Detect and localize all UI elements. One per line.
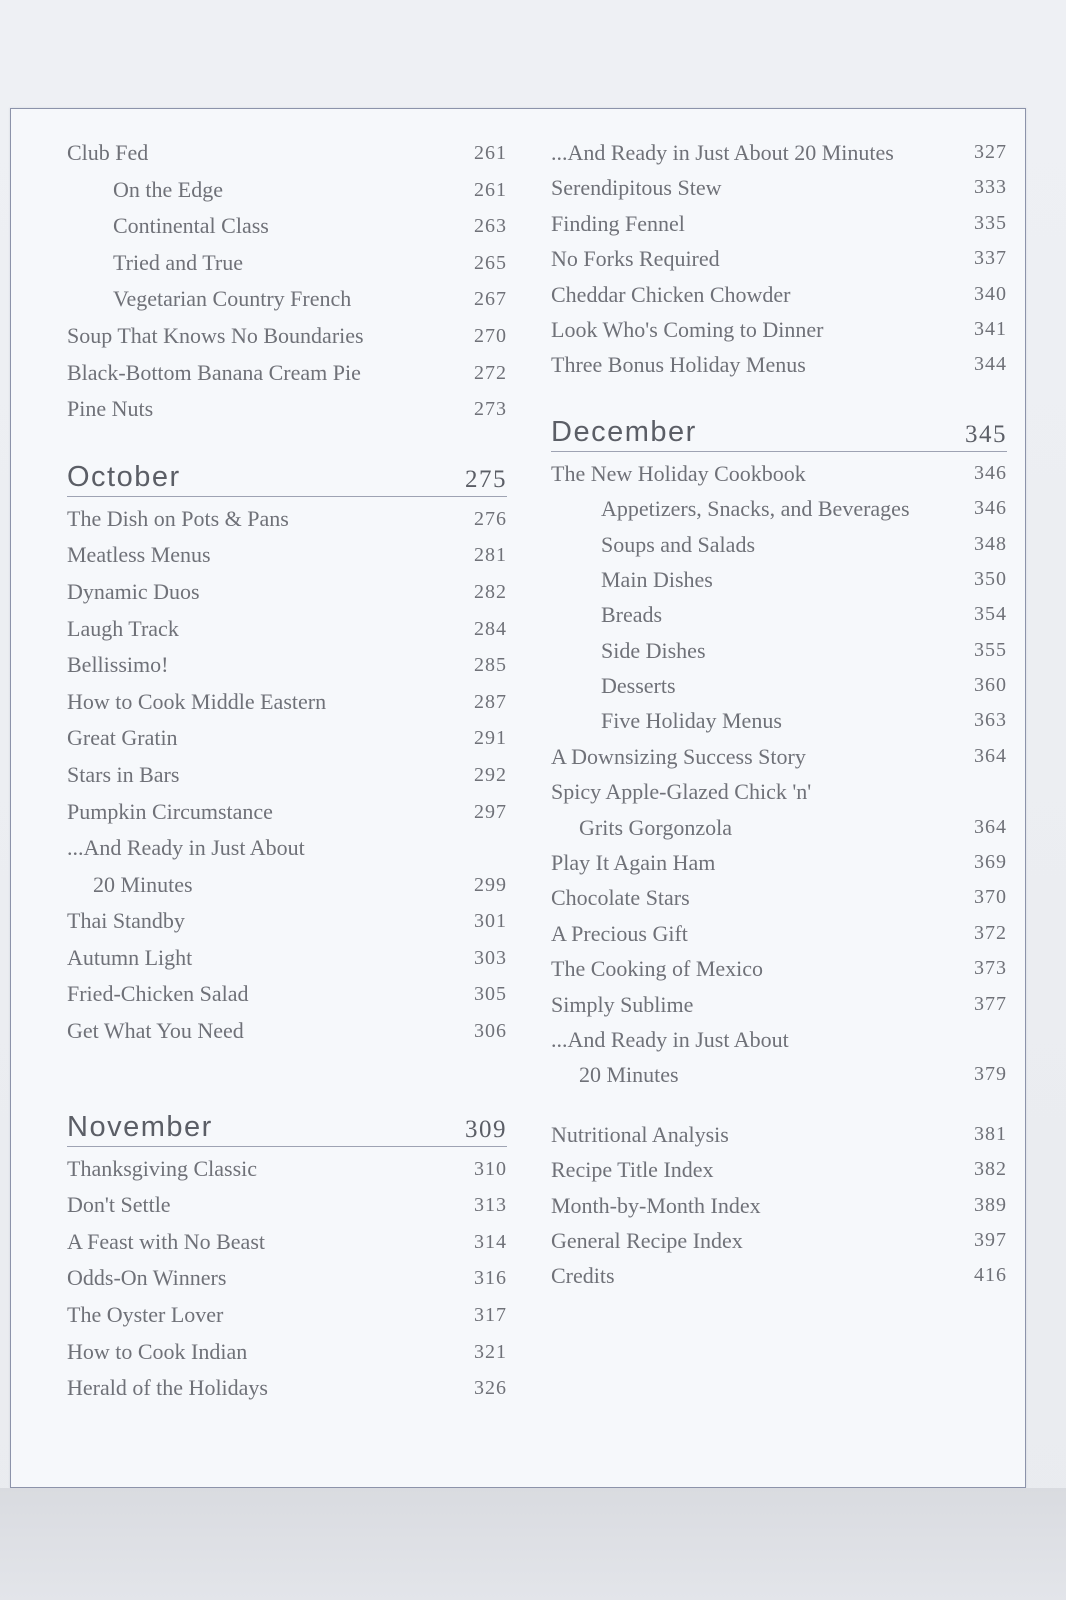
toc-entry xyxy=(67,281,507,318)
entry-page: 270 xyxy=(474,324,507,347)
entry-title: Great Gratin xyxy=(67,725,178,751)
toc-entry xyxy=(67,940,507,977)
entry-page: 291 xyxy=(474,727,507,750)
toc-entry xyxy=(551,1258,1007,1293)
toc-entry xyxy=(67,391,507,428)
entry-page: 377 xyxy=(974,992,1007,1015)
october-list xyxy=(67,501,507,1050)
entry-page: 276 xyxy=(474,507,507,530)
entry-page: 372 xyxy=(974,921,1007,944)
december-list xyxy=(551,456,1007,1093)
back-matter-list xyxy=(551,1117,1007,1294)
toc-entry xyxy=(551,1188,1007,1223)
entry-title: Odds-On Winners xyxy=(67,1265,227,1291)
entry-title: Vegetarian Country French xyxy=(113,286,352,312)
toc-entry xyxy=(67,355,507,392)
toc-entry xyxy=(551,562,1007,597)
entry-page: 314 xyxy=(474,1230,507,1253)
entry-page: 354 xyxy=(974,603,1007,626)
entry-page: 326 xyxy=(474,1377,507,1400)
toc-entry xyxy=(551,668,1007,703)
entry-page: 299 xyxy=(474,873,507,896)
entry-page: 350 xyxy=(974,567,1007,590)
entry-page: 389 xyxy=(974,1193,1007,1216)
background-shadow xyxy=(0,1488,1066,1600)
entry-page: 316 xyxy=(474,1267,507,1290)
entry-title: The Oyster Lover xyxy=(67,1302,224,1328)
entry-title: Three Bonus Holiday Menus xyxy=(551,352,806,378)
toc-entry xyxy=(67,794,507,831)
toc-entry xyxy=(551,456,1007,491)
toc-entry xyxy=(551,1022,1007,1057)
toc-entry xyxy=(551,951,1007,986)
entry-title: Bellissimo! xyxy=(67,652,169,678)
toc-entry xyxy=(551,347,1007,382)
toc-entry xyxy=(551,880,1007,915)
entry-title: Chocolate Stars xyxy=(551,885,690,911)
section-page: 309 xyxy=(465,1115,507,1143)
entry-title: Stars in Bars xyxy=(67,761,180,787)
entry-title: Don't Settle xyxy=(67,1192,171,1218)
toc-entry xyxy=(551,312,1007,347)
toc-entry xyxy=(551,491,1007,526)
toc-entry xyxy=(551,135,1007,170)
entry-title: Look Who's Coming to Dinner xyxy=(551,316,824,342)
toc-entry xyxy=(551,1223,1007,1258)
toc-entry xyxy=(551,1117,1007,1152)
toc-entry xyxy=(67,501,507,538)
toc-entry xyxy=(67,611,507,648)
toc-entry xyxy=(551,527,1007,562)
entry-title: Pine Nuts xyxy=(67,396,154,422)
entry-title: Finding Fennel xyxy=(551,210,685,236)
entry-title: Fried-Chicken Salad xyxy=(67,981,249,1007)
section-page: 275 xyxy=(465,465,507,493)
entry-page: 373 xyxy=(974,957,1007,980)
toc-entry xyxy=(551,241,1007,276)
entry-page: 360 xyxy=(974,674,1007,697)
entry-title: General Recipe Index xyxy=(551,1227,743,1253)
toc-entry xyxy=(67,720,507,757)
entry-page: 281 xyxy=(474,544,507,567)
section-page: 345 xyxy=(965,420,1007,448)
entry-page: 267 xyxy=(474,288,507,311)
toc-entry xyxy=(67,1187,507,1224)
entry-title: Play It Again Ham xyxy=(551,850,716,876)
toc-entry xyxy=(551,597,1007,632)
toc-entry xyxy=(67,903,507,940)
entry-title: Spicy Apple-Glazed Chick 'n' xyxy=(551,779,812,805)
toc-entry xyxy=(551,916,1007,951)
entry-page: 346 xyxy=(974,497,1007,520)
section-heading-october xyxy=(67,452,507,497)
toc-entry xyxy=(67,537,507,574)
toc-entry xyxy=(551,987,1007,1022)
entry-page: 364 xyxy=(974,815,1007,838)
entry-page: 297 xyxy=(474,800,507,823)
toc-entry xyxy=(67,172,507,209)
toc-entry xyxy=(67,208,507,245)
entry-page: 370 xyxy=(974,886,1007,909)
entry-title: Tried and True xyxy=(113,249,243,275)
left-intro-list xyxy=(67,135,507,428)
entry-page: 364 xyxy=(974,744,1007,767)
entry-title: ...And Ready in Just About 20 Minutes xyxy=(551,140,894,165)
entry-page: 306 xyxy=(474,1020,507,1043)
entry-title: ...And Ready in Just About xyxy=(67,835,305,861)
toc-entry xyxy=(551,1152,1007,1187)
entry-title: Serendipitous Stew xyxy=(551,175,722,201)
entry-page: 310 xyxy=(474,1157,507,1180)
entry-title: Black-Bottom Banana Cream Pie xyxy=(67,359,361,385)
entry-title: Five Holiday Menus xyxy=(601,708,782,734)
left-column xyxy=(67,135,507,1407)
entry-page: 382 xyxy=(974,1158,1007,1181)
section-title: October xyxy=(67,460,181,493)
toc-entry xyxy=(551,845,1007,880)
toc-entry xyxy=(551,703,1007,738)
toc-entry xyxy=(551,739,1007,774)
entry-title: Get What You Need xyxy=(67,1018,244,1044)
entry-page: 261 xyxy=(474,142,507,164)
entry-title: The Cooking of Mexico xyxy=(551,956,764,982)
toc-entry xyxy=(67,1013,507,1050)
entry-page: 263 xyxy=(474,215,507,238)
entry-page: 261 xyxy=(474,178,507,201)
entry-page: 348 xyxy=(974,532,1007,555)
entry-title: Club Fed xyxy=(67,140,149,165)
entry-title: The New Holiday Cookbook xyxy=(551,460,806,486)
entry-title: Meatless Menus xyxy=(67,542,211,568)
toc-entry xyxy=(67,245,507,282)
entry-page: 305 xyxy=(474,983,507,1006)
entry-title: Laugh Track xyxy=(67,615,179,641)
toc-entry xyxy=(67,135,507,172)
entry-page: 333 xyxy=(974,176,1007,199)
toc-entry xyxy=(551,206,1007,241)
entry-page: 397 xyxy=(974,1228,1007,1251)
entry-title: Desserts xyxy=(601,673,676,699)
entry-title: Appetizers, Snacks, and Beverages xyxy=(601,496,910,522)
november-list xyxy=(67,1151,507,1407)
entry-title: Side Dishes xyxy=(601,637,706,663)
entry-title: How to Cook Indian xyxy=(67,1338,248,1364)
entry-page: 284 xyxy=(474,617,507,640)
toc-entry xyxy=(67,1370,507,1407)
entry-page: 273 xyxy=(474,398,507,421)
entry-page: 272 xyxy=(474,361,507,384)
entry-page: 363 xyxy=(974,709,1007,732)
section-heading-november xyxy=(67,1102,507,1147)
entry-title: On the Edge xyxy=(113,176,223,202)
entry-title: Dynamic Duos xyxy=(67,578,200,604)
toc-entry xyxy=(67,1334,507,1371)
toc-entry xyxy=(551,170,1007,205)
entry-title: A Feast with No Beast xyxy=(67,1228,265,1254)
entry-page: 313 xyxy=(474,1194,507,1217)
entry-page: 317 xyxy=(474,1304,507,1327)
entry-page: 285 xyxy=(474,654,507,677)
entry-page: 335 xyxy=(974,211,1007,234)
entry-title: Cheddar Chicken Chowder xyxy=(551,281,791,307)
right-intro-list xyxy=(551,135,1007,383)
toc-entry xyxy=(551,277,1007,312)
entry-title: ...And Ready in Just About xyxy=(551,1026,789,1052)
entry-title: Main Dishes xyxy=(601,566,713,592)
toc-entry xyxy=(551,633,1007,668)
toc-entry xyxy=(67,1260,507,1297)
entry-page: 341 xyxy=(974,317,1007,340)
entry-title: The Dish on Pots & Pans xyxy=(67,505,289,531)
entry-page: 416 xyxy=(974,1264,1007,1287)
entry-page: 287 xyxy=(474,690,507,713)
toc-entry xyxy=(67,574,507,611)
entry-title: Soup That Knows No Boundaries xyxy=(67,322,364,348)
toc-page xyxy=(10,108,1026,1488)
entry-page: 344 xyxy=(974,353,1007,376)
entry-title: Soups and Salads xyxy=(601,531,755,557)
entry-page: 355 xyxy=(974,638,1007,661)
entry-title: Autumn Light xyxy=(67,944,193,970)
entry-page: 321 xyxy=(474,1340,507,1363)
toc-entry xyxy=(67,830,507,867)
entry-page: 340 xyxy=(974,282,1007,305)
entry-title: Nutritional Analysis xyxy=(551,1121,729,1147)
entry-page: 337 xyxy=(974,247,1007,270)
right-column xyxy=(551,135,1007,1294)
entry-title: Simply Sublime xyxy=(551,991,694,1017)
toc-entry xyxy=(67,318,507,355)
toc-entry xyxy=(67,1151,507,1188)
entry-title: 20 Minutes xyxy=(579,1062,679,1088)
section-title: December xyxy=(551,415,697,448)
entry-title: No Forks Required xyxy=(551,246,720,272)
toc-entry xyxy=(551,810,1007,845)
toc-entry xyxy=(67,684,507,721)
section-title: November xyxy=(67,1110,213,1143)
toc-entry xyxy=(67,976,507,1013)
entry-page: 327 xyxy=(974,141,1007,163)
toc-entry xyxy=(67,647,507,684)
toc-entry xyxy=(551,774,1007,809)
entry-page: 282 xyxy=(474,580,507,603)
entry-page: 369 xyxy=(974,851,1007,874)
entry-title: Grits Gorgonzola xyxy=(579,814,732,840)
entry-title: 20 Minutes xyxy=(93,871,193,897)
entry-title: Credits xyxy=(551,1263,615,1289)
entry-title: Recipe Title Index xyxy=(551,1157,714,1183)
toc-entry xyxy=(67,1297,507,1334)
entry-page: 346 xyxy=(974,461,1007,484)
entry-title: Month-by-Month Index xyxy=(551,1192,761,1218)
toc-entry xyxy=(67,1224,507,1261)
entry-page: 381 xyxy=(974,1122,1007,1145)
entry-page: 379 xyxy=(974,1063,1007,1086)
entry-page: 292 xyxy=(474,763,507,786)
toc-entry xyxy=(67,757,507,794)
entry-title: Breads xyxy=(601,602,663,628)
toc-entry xyxy=(551,1057,1007,1092)
entry-page: 301 xyxy=(474,910,507,933)
entry-title: How to Cook Middle Eastern xyxy=(67,688,327,714)
entry-page: 265 xyxy=(474,251,507,274)
entry-title: Pumpkin Circumstance xyxy=(67,798,273,824)
entry-title: A Downsizing Success Story xyxy=(551,743,806,769)
entry-title: Thanksgiving Classic xyxy=(67,1155,258,1181)
entry-title: Thai Standby xyxy=(67,908,185,934)
entry-title: Herald of the Holidays xyxy=(67,1375,268,1401)
entry-title: A Precious Gift xyxy=(551,920,688,946)
toc-entry xyxy=(67,867,507,904)
entry-page: 303 xyxy=(474,946,507,969)
section-heading-december xyxy=(551,407,1007,452)
entry-title: Continental Class xyxy=(113,213,269,239)
